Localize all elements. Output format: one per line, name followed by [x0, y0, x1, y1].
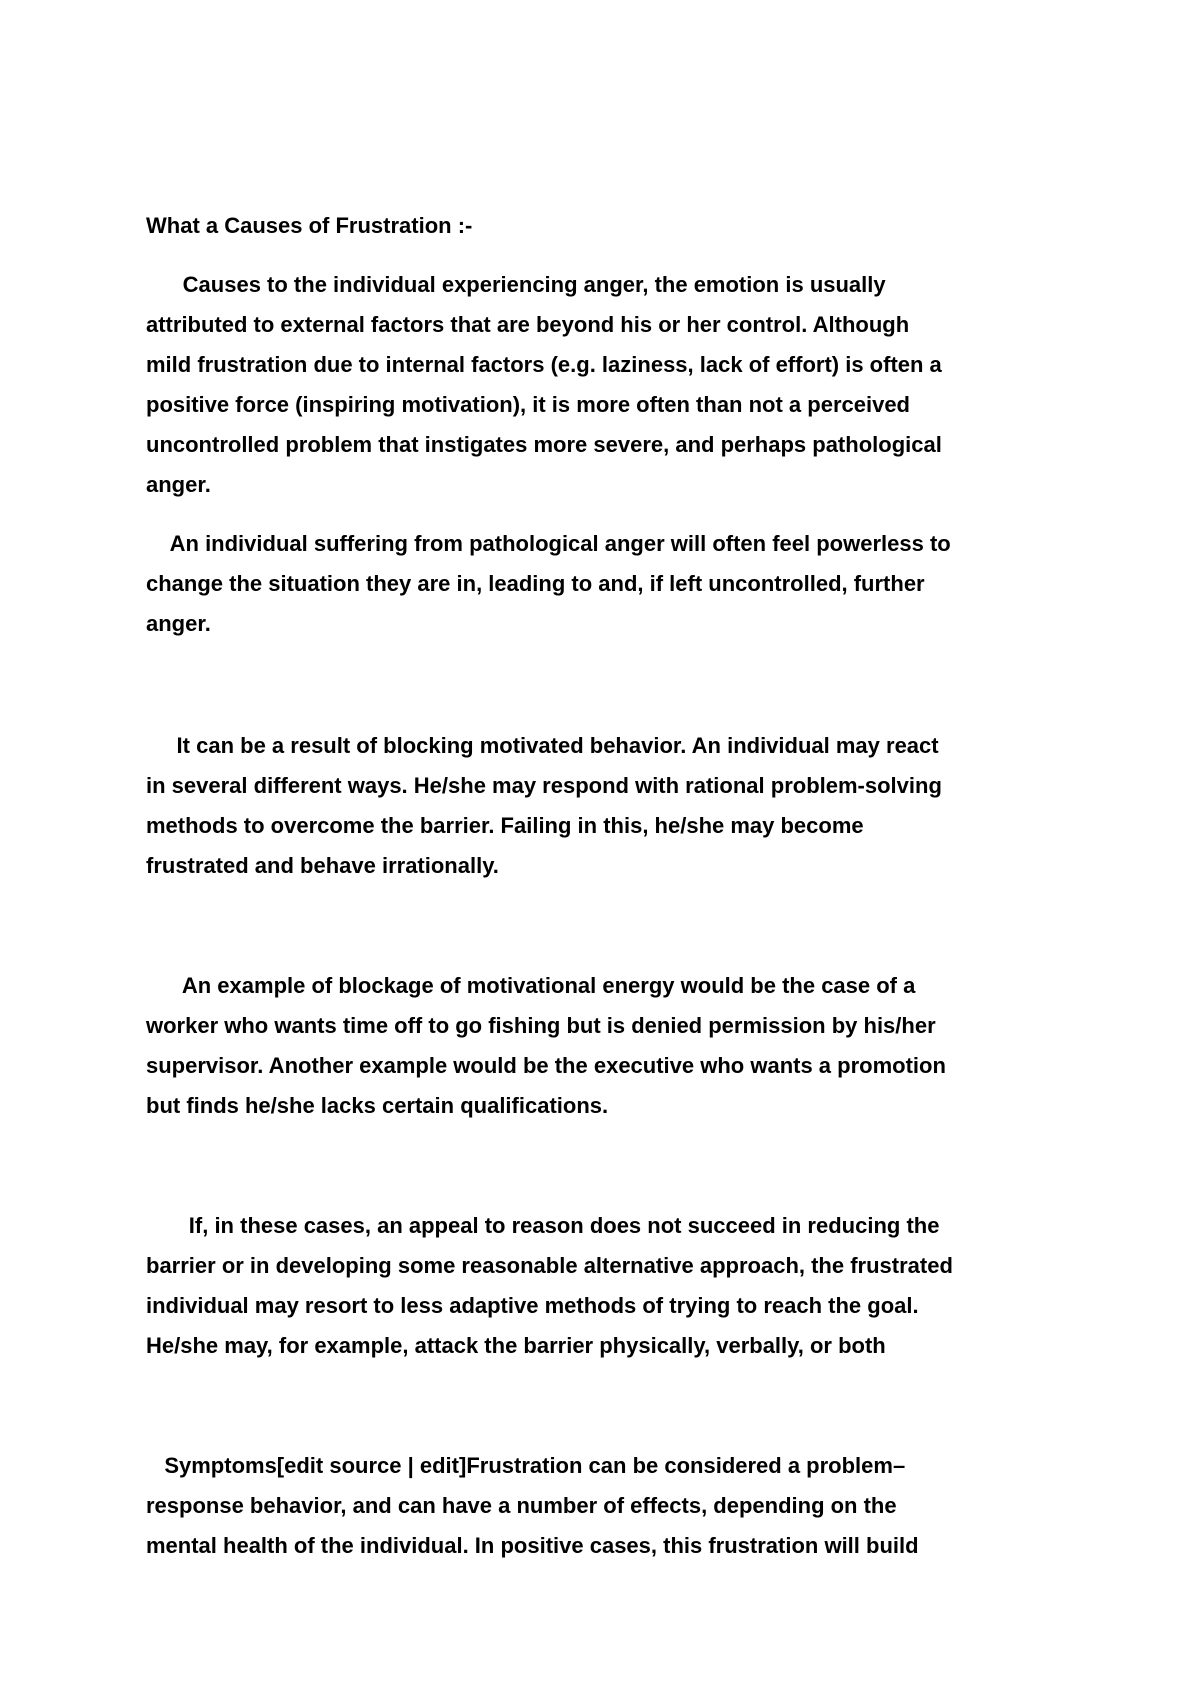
- paragraph-line: He/she may, for example, attack the barrier physically, verbally, or both: [146, 1333, 886, 1358]
- paragraph-line: positive force (inspiring motivation), it is more often than not a perceived: [146, 392, 910, 417]
- paragraph-line: If, in these cases, an appeal to reason does not succeed in reducing the: [146, 1213, 940, 1238]
- paragraph-4: [146, 966, 1066, 1126]
- paragraph-line: supervisor. Another example would be the executive who wants a promotion: [146, 1053, 946, 1078]
- paragraph-1: [146, 265, 1066, 505]
- paragraph-line: individual may resort to less adaptive methods of trying to reach the goal.: [146, 1293, 919, 1318]
- paragraph-line: An example of blockage of motivational energy would be the case of a: [146, 973, 916, 998]
- paragraph-line: It can be a result of blocking motivated behavior. An individual may react: [146, 733, 939, 758]
- heading-line: What a Causes of Frustration :-: [146, 213, 473, 238]
- paragraph-line: Causes to the individual experiencing anger, the emotion is usually: [146, 272, 886, 297]
- paragraph-line: uncontrolled problem that instigates more severe, and perhaps pathological: [146, 432, 942, 457]
- paragraph-line: barrier or in developing some reasonable alternative approach, the frustrated: [146, 1253, 953, 1278]
- paragraph-line: mental health of the individual. In positive cases, this frustration will build: [146, 1533, 919, 1558]
- paragraph-line: in several different ways. He/she may respond with rational problem-solving: [146, 773, 942, 798]
- paragraph-3: [146, 726, 1066, 886]
- paragraph-line: mild frustration due to internal factors (e.g. laziness, lack of effort) is often a: [146, 352, 942, 377]
- paragraph-line: Symptoms[edit source | edit]Frustration can be considered a problem–: [146, 1453, 906, 1478]
- paragraph-line: frustrated and behave irrationally.: [146, 853, 499, 878]
- document-heading: [146, 206, 1066, 246]
- paragraph-line: anger.: [146, 472, 211, 497]
- paragraph-2: [146, 524, 1066, 644]
- paragraph-line: worker who wants time off to go fishing but is denied permission by his/her: [146, 1013, 936, 1038]
- paragraph-line: response behavior, and can have a number of effects, depending on the: [146, 1493, 897, 1518]
- paragraph-line: but finds he/she lacks certain qualifications.: [146, 1093, 609, 1118]
- paragraph-line: attributed to external factors that are beyond his or her control. Although: [146, 312, 910, 337]
- paragraph-5: [146, 1206, 1066, 1366]
- paragraph-line: An individual suffering from pathological anger will often feel powerless to: [146, 531, 951, 556]
- paragraph-6: [146, 1446, 1066, 1566]
- paragraph-line: change the situation they are in, leading to and, if left uncontrolled, further: [146, 571, 925, 596]
- paragraph-line: anger.: [146, 611, 211, 636]
- paragraph-line: methods to overcome the barrier. Failing in this, he/she may become: [146, 813, 864, 838]
